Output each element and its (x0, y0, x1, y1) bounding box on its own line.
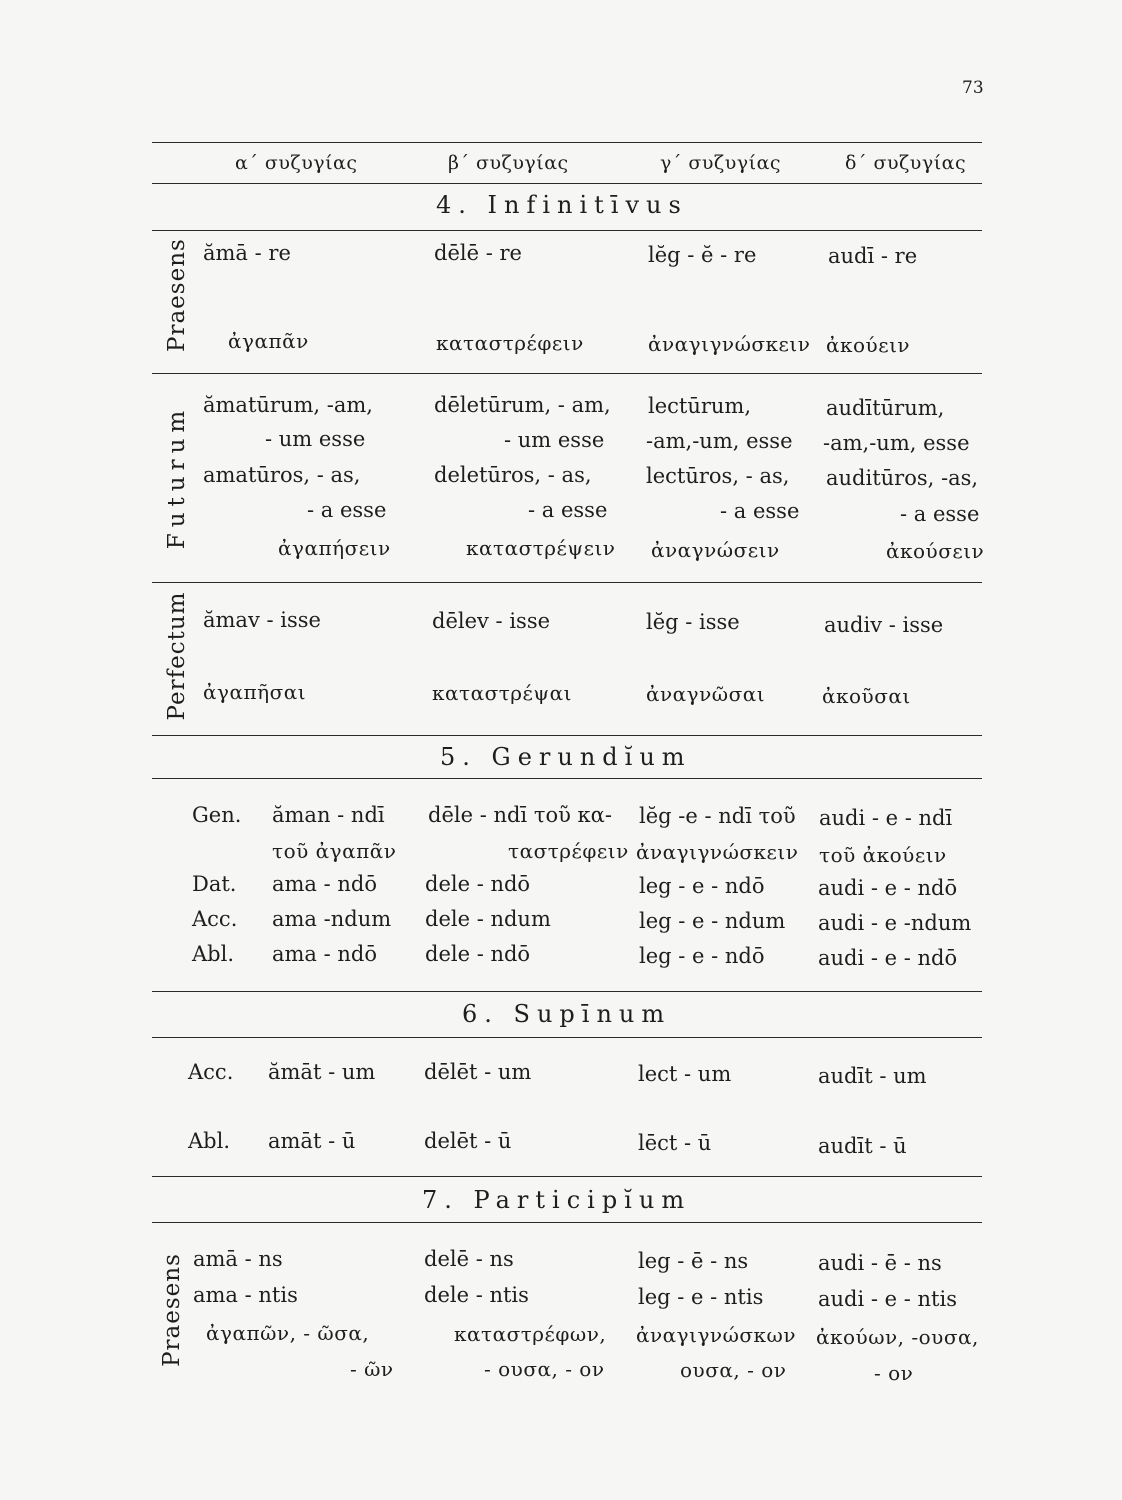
sup-acc-case: Acc. (188, 1060, 234, 1084)
inf-praes-latin-4: audī - re (828, 244, 918, 268)
part-greek-1: ἀγαπῶν, - ῶσα, (206, 1321, 370, 1345)
rule (152, 735, 982, 736)
ger-acc-4: audi - e -ndum (818, 911, 972, 935)
inf-fut-r3-2: deletūros, - as, (434, 463, 592, 487)
rule (152, 991, 982, 992)
part-r4-1: - ῶν (350, 1357, 394, 1381)
part-r2-2: dele - ntis (424, 1283, 529, 1307)
ger-dat-1: ama - ndō (272, 872, 378, 896)
ger-abl-1: ama - ndō (272, 942, 378, 966)
inf-perf-greek-2: καταστρέψαι (432, 681, 572, 705)
inf-praes-greek-1: ἀγαπᾶν (228, 329, 309, 353)
inf-perf-greek-3: ἀναγνῶσαι (646, 682, 766, 706)
header-col-1: α΄ συζυγίας (235, 152, 358, 174)
section-title-supinum: 6. Supīnum (462, 1000, 672, 1028)
ger-gen-1: ăman - ndī (272, 803, 385, 827)
ger-gen-greek-3: ἀναγιγνώσκειν (636, 840, 799, 864)
ger-gen-greek-2: ταστρέφειν (508, 839, 629, 863)
inf-praes-greek-2: καταστρέφειν (436, 331, 584, 355)
ger-acc-1: ama -ndum (272, 907, 392, 931)
inf-fut-r3-3: lectūros, - as, (646, 464, 790, 488)
inf-perf-greek-1: ἀγαπῆσαι (203, 680, 307, 704)
ger-acc-3: leg - e - ndum (639, 909, 786, 933)
sup-abl-2: delēt - ū (424, 1129, 512, 1153)
part-greek-4: ἀκούων, -ουσα, (816, 1325, 979, 1349)
rule (152, 1176, 982, 1177)
inf-fut-r1-1: ămatūrum, -am, (203, 393, 373, 417)
inf-fut-r4-4: - a esse (900, 502, 980, 526)
inf-fut-r4-1: - a esse (307, 498, 387, 522)
part-greek-3: ἀναγιγνώσκων (636, 1323, 797, 1347)
sup-abl-3: lēct - ū (638, 1131, 712, 1155)
header-col-3: γ΄ συζυγίας (660, 152, 782, 174)
inf-fut-r2-3: -am,-um, esse (646, 429, 793, 453)
inf-praes-greek-3: ἀναγιγνώσκειν (648, 332, 811, 356)
inf-fut-r2-1: - um esse (265, 427, 366, 451)
part-r1-4: audi - ē - ns (818, 1251, 942, 1275)
part-r4-4: - ον (874, 1361, 914, 1385)
ger-dat-2: dele - ndō (425, 872, 531, 896)
rule (152, 230, 982, 231)
ger-acc-case: Acc. (192, 907, 238, 931)
part-greek-2: καταστρέφων, (454, 1322, 607, 1346)
inf-fut-r1-4: audītūrum, (826, 396, 945, 420)
part-r1-2: delē - ns (424, 1247, 514, 1271)
rule (152, 142, 982, 143)
part-r2-4: audi - e - ntis (818, 1287, 957, 1311)
ger-gen-case: Gen. (192, 803, 242, 827)
inf-fut-r2-4: -am,-um, esse (823, 431, 970, 455)
inf-fut-greek-2: καταστρέψειν (466, 536, 616, 560)
inf-fut-greek-4: ἀκούσειν (886, 539, 985, 563)
rule (152, 1222, 982, 1223)
inf-fut-r4-2: - a esse (528, 498, 608, 522)
rule (152, 183, 982, 184)
part-r4-2: - ουσα, - ον (484, 1357, 605, 1381)
ger-abl-2: dele - ndō (425, 942, 531, 966)
ger-abl-3: leg - e - ndō (639, 944, 765, 968)
inf-praes-latin-3: lĕg - ĕ - re (648, 243, 757, 267)
inf-praes-latin-1: ămā - re (203, 241, 291, 265)
inf-perf-latin-2: dēlev - isse (432, 609, 551, 633)
page-number: 73 (962, 78, 984, 98)
rule (152, 1037, 982, 1038)
inf-fut-greek-3: ἀναγνώσειν (651, 538, 780, 562)
rule (152, 778, 982, 779)
header-col-2: β΄ συζυγίας (448, 152, 569, 174)
inf-fut-r4-3: - a esse (720, 499, 800, 523)
inf-perf-greek-4: ἀκοῦσαι (822, 684, 911, 708)
label-futurum: Futurum (164, 404, 190, 550)
section-title-participium: 7. Participĭum (422, 1186, 692, 1214)
inf-praes-latin-2: dēlē - re (434, 241, 522, 265)
ger-gen-greek-1: τοῦ ἀγαπᾶν (272, 839, 397, 863)
sup-acc-3: lect - um (638, 1062, 732, 1086)
label-praesens: Praesens (164, 238, 190, 352)
inf-fut-greek-1: ἀγαπήσειν (278, 536, 391, 560)
ger-gen-greek-4: τοῦ ἀκούειν (819, 843, 947, 867)
ger-gen-3: lĕg -e - ndī τοῦ (639, 804, 796, 828)
part-r1-1: amā - ns (193, 1247, 283, 1271)
ger-gen-4: audi - e - ndī (819, 806, 953, 830)
inf-fut-r3-1: amatūros, - as, (203, 463, 361, 487)
label-praesens: Praesens (159, 1253, 185, 1367)
sup-abl-4: audīt - ū (818, 1134, 907, 1158)
inf-fut-r1-3: lectūrum, (648, 394, 752, 418)
ger-acc-2: dele - ndum (425, 907, 551, 931)
ger-dat-3: leg - e - ndō (639, 874, 765, 898)
sup-acc-4: audīt - um (818, 1064, 927, 1088)
ger-dat-case: Dat. (192, 872, 237, 896)
sup-abl-case: Abl. (188, 1129, 230, 1153)
ger-abl-4: audi - e - ndō (818, 946, 958, 970)
inf-perf-latin-3: lĕg - isse (646, 610, 740, 634)
rule (152, 582, 982, 583)
inf-praes-greek-4: ἀκούειν (826, 333, 911, 357)
sup-acc-2: dēlēt - um (424, 1060, 532, 1084)
section-title-gerundium: 5. Gerundĭum (440, 743, 692, 771)
inf-perf-latin-1: ămav - isse (203, 608, 321, 632)
sup-acc-1: ămāt - um (268, 1060, 376, 1084)
ger-abl-case: Abl. (192, 942, 234, 966)
ger-gen-2: dēle - ndī τοῦ κα- (428, 803, 612, 827)
inf-fut-r3-4: auditūros, -as, (826, 466, 979, 490)
sup-abl-1: amāt - ū (268, 1129, 356, 1153)
rule (152, 373, 982, 374)
section-title-infinitivus: 4. Infinitīvus (436, 191, 688, 219)
label-perfectum: Perfectum (164, 591, 190, 721)
part-r2-1: ama - ntis (193, 1283, 298, 1307)
ger-dat-4: audi - e - ndō (818, 876, 958, 900)
header-col-4: δ΄ συζυγίας (845, 152, 967, 174)
inf-perf-latin-4: audiv - isse (824, 613, 944, 637)
part-r2-3: leg - e - ntis (638, 1285, 764, 1309)
part-r1-3: leg - ē - ns (638, 1249, 749, 1273)
part-r4-3: ουσα, - ον (680, 1358, 787, 1382)
inf-fut-r2-2: - um esse (504, 428, 605, 452)
inf-fut-r1-2: dēletūrum, - am, (434, 393, 611, 417)
